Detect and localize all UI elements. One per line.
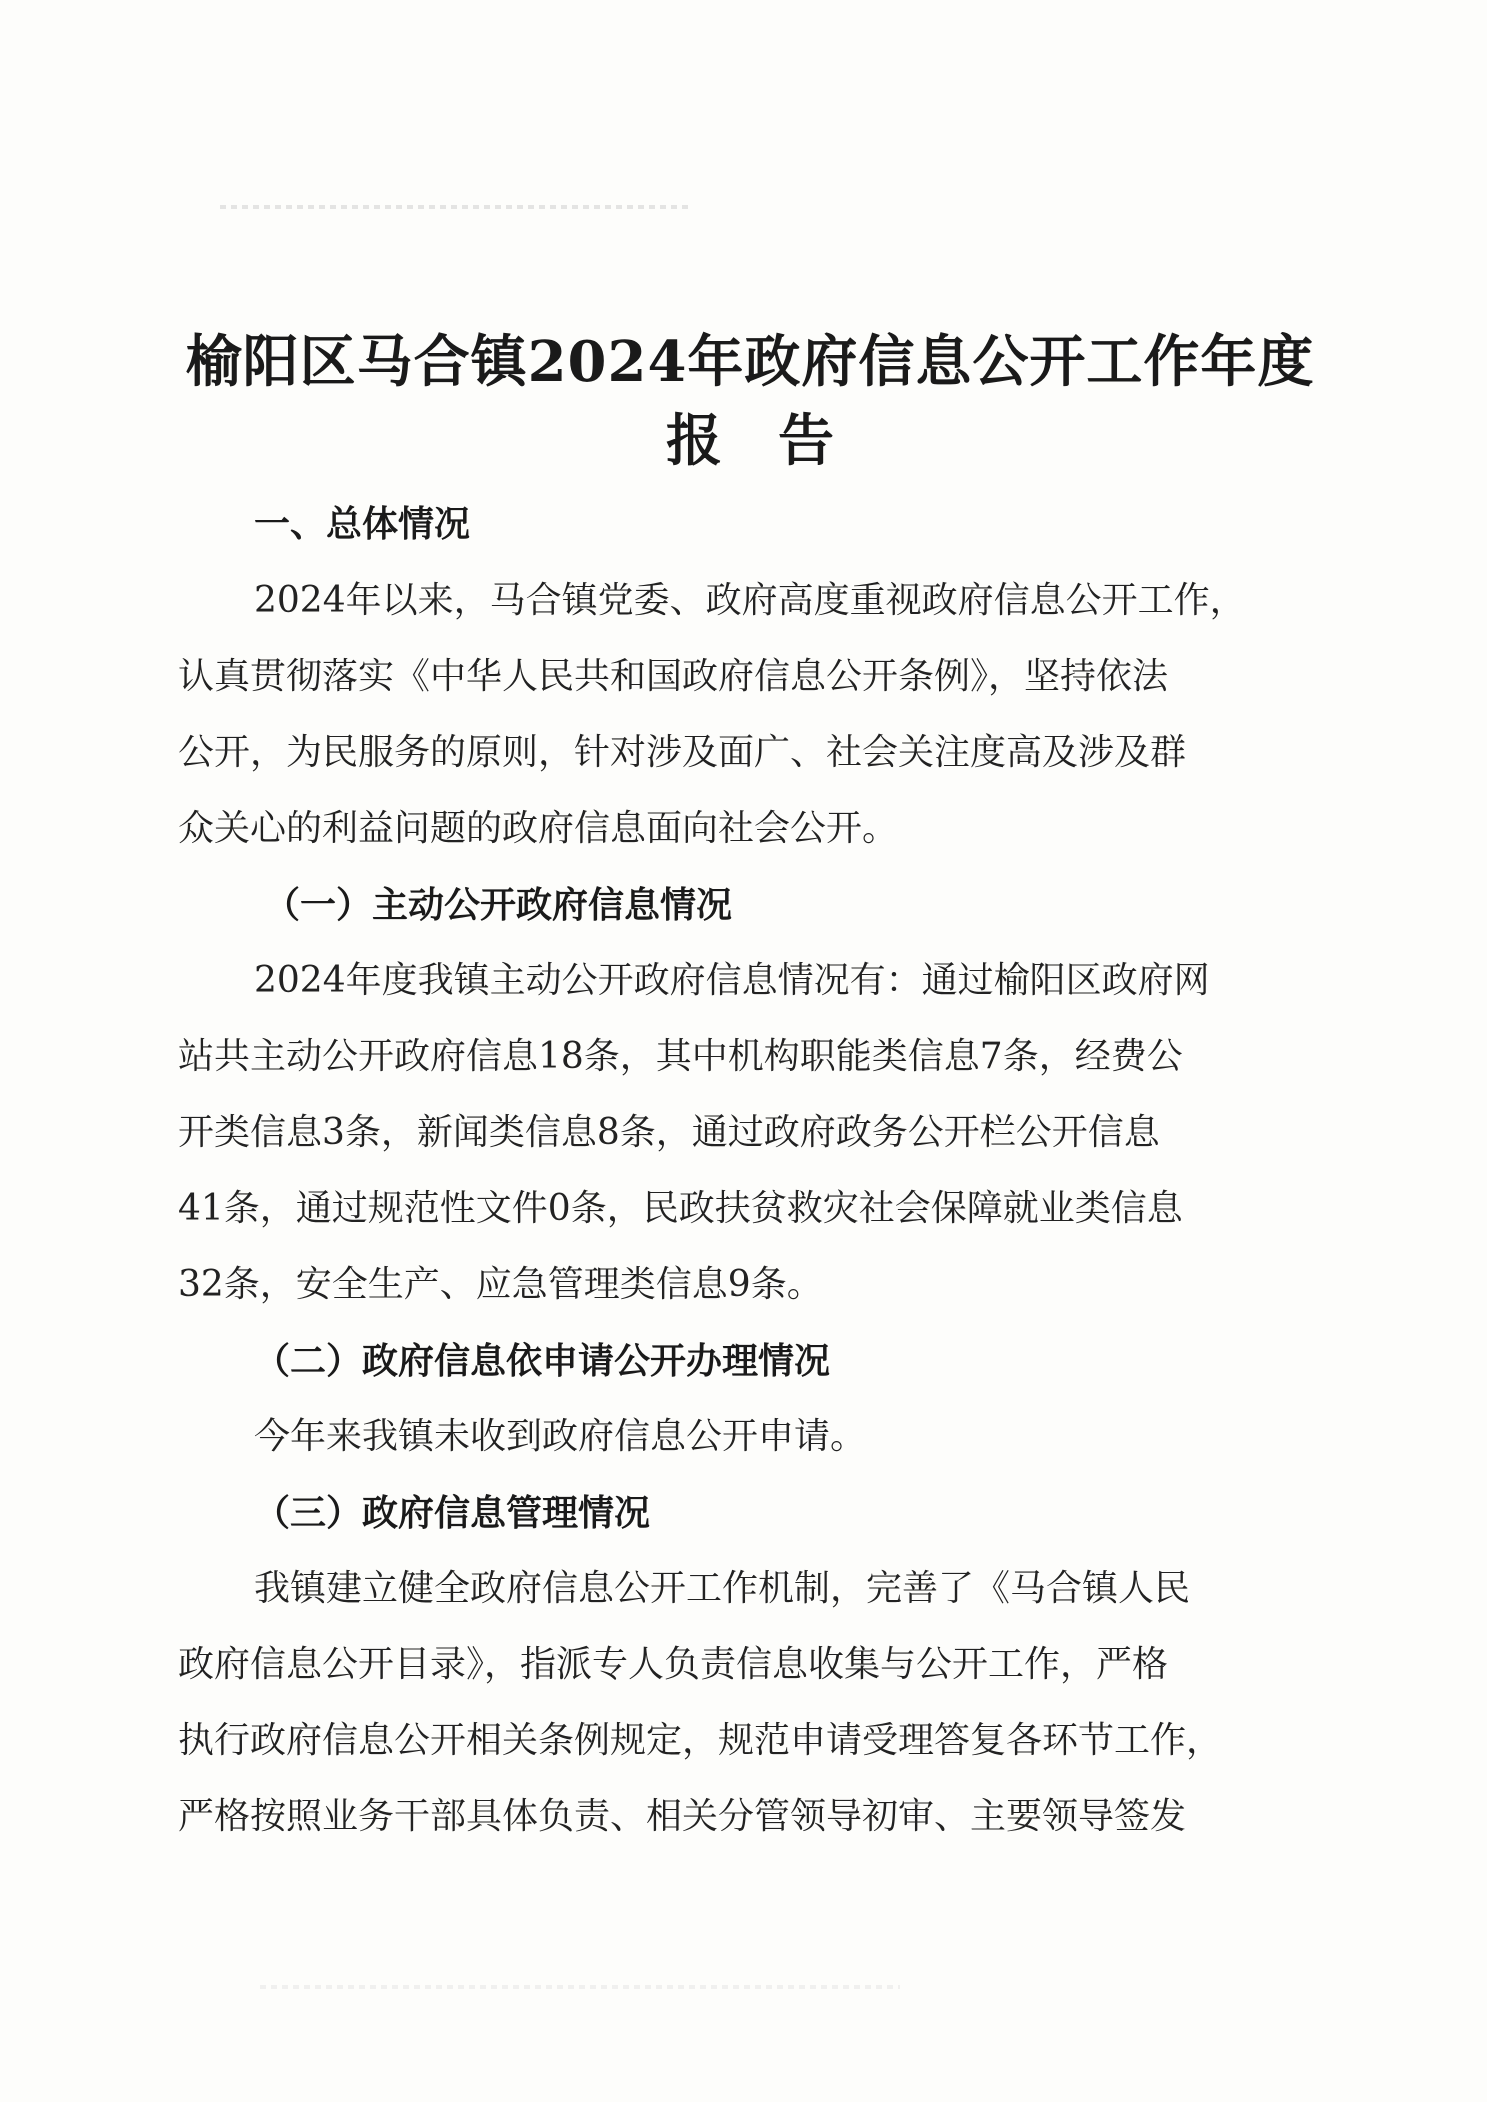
paragraph-line: 开类信息3条，新闻类信息8条，通过政府政务公开栏公开信息 bbox=[178, 1112, 1160, 1153]
scan-artifact bbox=[220, 205, 690, 209]
paragraph-line: 政府信息公开目录》，指派专人负责信息收集与公开工作，严格 bbox=[178, 1644, 1169, 1685]
paragraph-line: 公开，为民服务的原则，针对涉及面广、社会关注度高及涉及群 bbox=[178, 732, 1187, 773]
subsection-heading-management: （三）政府信息管理情况 bbox=[254, 1492, 651, 1534]
paragraph-line: 2024年度我镇主动公开政府信息情况有：通过榆阳区政府网 bbox=[254, 960, 1210, 1001]
paragraph-line: 严格按照业务干部具体负责、相关分管领导初审、主要领导签发 bbox=[178, 1796, 1187, 1837]
paragraph-line: 站共主动公开政府信息18条，其中机构职能类信息7条，经费公 bbox=[178, 1036, 1183, 1077]
paragraph-line: 众关心的利益问题的政府信息面向社会公开。 bbox=[178, 808, 899, 849]
paragraph-line: 32条，安全生产、应急管理类信息9条。 bbox=[178, 1264, 823, 1305]
paragraph-line: 我镇建立健全政府信息公开工作机制，完善了《马合镇人民 bbox=[254, 1568, 1191, 1609]
scan-artifact bbox=[260, 1985, 900, 1989]
paragraph-line: 41条，通过规范性文件0条，民政扶贫救灾社会保障就业类信息 bbox=[178, 1188, 1183, 1229]
paragraph-line: 2024年以来，马合镇党委、政府高度重视政府信息公开工作， bbox=[254, 580, 1246, 621]
subsection-heading-application: （二）政府信息依申请公开办理情况 bbox=[254, 1340, 831, 1382]
report-title-line-1: 榆阳区马合镇2024年政府信息公开工作年度 bbox=[185, 329, 1315, 395]
section-heading-overall: 一、总体情况 bbox=[254, 503, 471, 545]
paragraph-line: 认真贯彻落实《中华人民共和国政府信息公开条例》，坚持依法 bbox=[178, 656, 1169, 697]
paragraph-line: 执行政府信息公开相关条例规定，规范申请受理答复各环节工作， bbox=[178, 1720, 1223, 1761]
report-title-line-2: 报告 bbox=[666, 408, 890, 474]
subsection-heading-proactive: （一）主动公开政府信息情况 bbox=[264, 884, 733, 926]
paragraph-line: 今年来我镇未收到政府信息公开申请。 bbox=[254, 1416, 867, 1457]
